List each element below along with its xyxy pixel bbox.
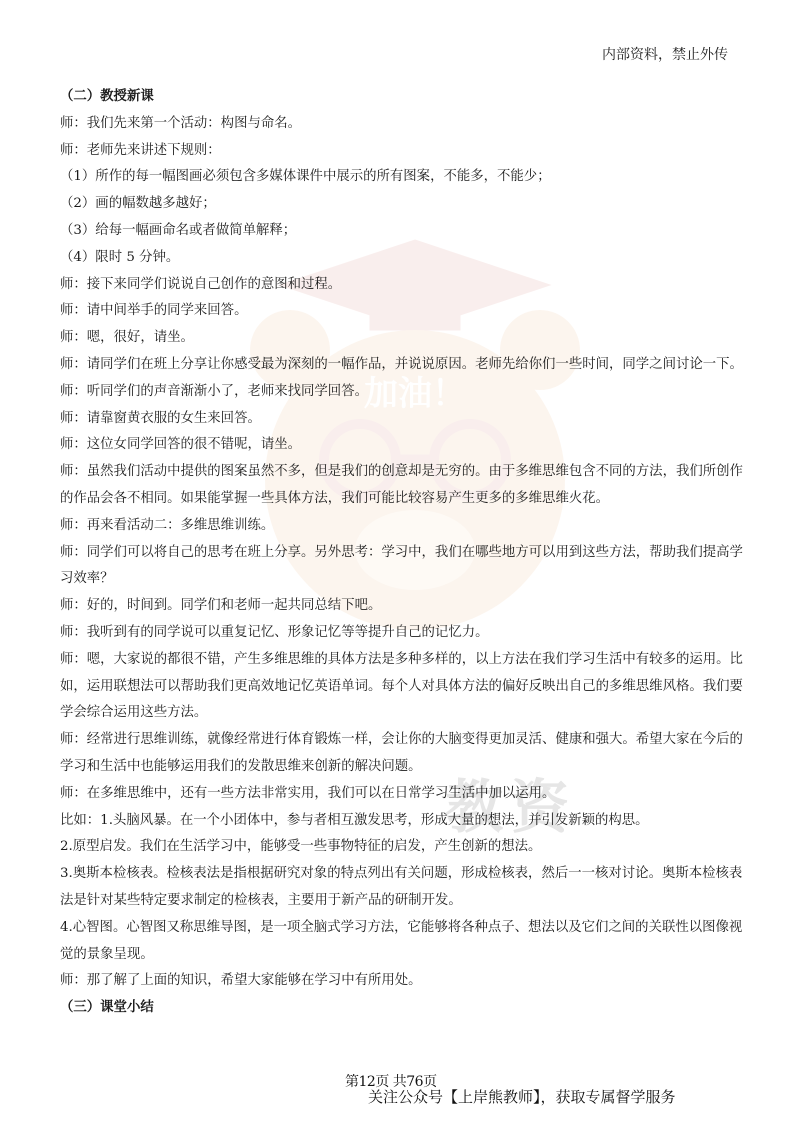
paragraph: 4.心智图。心智图又称思维导图，是一项全脑式学习方法，它能够将各种点子、想法以及它们之间的关联性以图像视觉的景象呈现。 (60, 919, 743, 962)
paragraph: 师：这位女同学回答的很不错呢，请坐。 (60, 437, 302, 453)
paragraph: 师：听同学们的声音渐渐小了，老师来找同学回答。 (60, 383, 368, 399)
paragraph: 师：同学们可以将自己的思考在班上分享。另外思考：学习中，我们在哪些地方可以用到这些方法，帮助我们提高学习效率？ (60, 544, 743, 587)
paragraph: 师：经常进行思维训练，就像经常进行体育锻炼一样，会让你的大脑变得更加灵活、健康和强大。希望大家在今后的学习和生活中也能够运用我们的发散思维来创新的解决问题。 (60, 732, 743, 774)
paragraph: 师：嗯，大家说的都很不错，产生多维思维的具体方法是多种多样的，以上方法在我们学习生活中有较多的运用。比如，运用联想法可以帮助我们更高效地记忆英语单词。每个人对具体方法的偏好反映出自己的多维思维风格。我们要学会综合运用这些方法。 (60, 651, 743, 721)
paragraph: 师：请靠窗黄衣服的女生来回答。 (60, 410, 261, 426)
paragraph: （2）画的幅数越多越好； (60, 196, 216, 212)
paragraph: 师：好的，时间到。同学们和老师一起共同总结下吧。 (60, 598, 382, 614)
paragraph: 师：我听到有的同学说可以重复记忆、形象记忆等等提升自己的记忆力。 (60, 624, 489, 640)
page-number: 第12页 共76页 (345, 1074, 437, 1090)
paragraph: 师：在多维思维中，还有一些方法非常实用，我们可以在日常学习生活中加以运用。 (60, 785, 556, 801)
watermark-badge-text: 加油！ (364, 374, 466, 414)
paragraph: 师：请同学们在班上分享让你感受最为深刻的一幅作品，并说说原因。老师先给你们一些时间，同学之间讨论一下。 (60, 356, 743, 372)
section-heading: （二）教授新课 (60, 89, 154, 104)
paragraph: 师：那了解了上面的知识，希望大家能够在学习中有所用处。 (60, 973, 422, 989)
paragraph: 师：虽然我们活动中提供的图案虽然不多，但是我们的创意却是无穷的。由于多维思维包含不同的方法，我们所创作的作品会各不相同。如果能掌握一些具体方法，我们可能比较容易产生更多的多维思维火花。 (60, 464, 743, 506)
paragraph: 师：接下来同学们说说自己创作的意图和过程。 (60, 276, 342, 292)
paragraph: 师：嗯，很好，请坐。 (60, 330, 194, 346)
paragraph: 师：老师先来讲述下规则： (60, 142, 221, 158)
section-heading: （三）课堂小结 (60, 1000, 154, 1016)
page-content (60, 84, 750, 1022)
paragraph: 3.奥斯本检核表。检核表法是指根据研究对象的特点列出有关问题，形成检核表，然后一一核对讨论。奥斯本检核表法是针对某些特定要求制定的检核表，主要用于新产品的研制开发。 (60, 866, 743, 908)
promo-text: 关注公众号【上岸熊教师】，获取专属督学服务 (368, 1088, 676, 1106)
paragraph: （4）限时 5 分钟。 (60, 249, 180, 265)
paragraph: （1）所作的每一幅图画必须包含多媒体课件中展示的所有图案，不能多，不能少； (60, 169, 551, 185)
paragraph: 师：再来看活动二：多维思维训练。 (60, 517, 275, 533)
watermark-text: 教资 (445, 773, 578, 841)
confidential-notice: 内部资料，禁止外传 (602, 47, 728, 63)
paragraph: 2.原型启发。我们在生活学习中，能够受一些事物特征的启发，产生创新的想法。 (60, 839, 542, 855)
paragraph: 比如：1.头脑风暴。在一个小团体中，参与者相互激发思考，形成大量的想法，并引发新颖的构思。 (60, 812, 649, 828)
paragraph: （3）给每一幅画命名或者做简单解释； (60, 222, 297, 238)
paragraph: 师：我们先来第一个活动：构图与命名。 (60, 115, 302, 131)
paragraph: 师：请中间举手的同学来回答。 (60, 303, 248, 319)
